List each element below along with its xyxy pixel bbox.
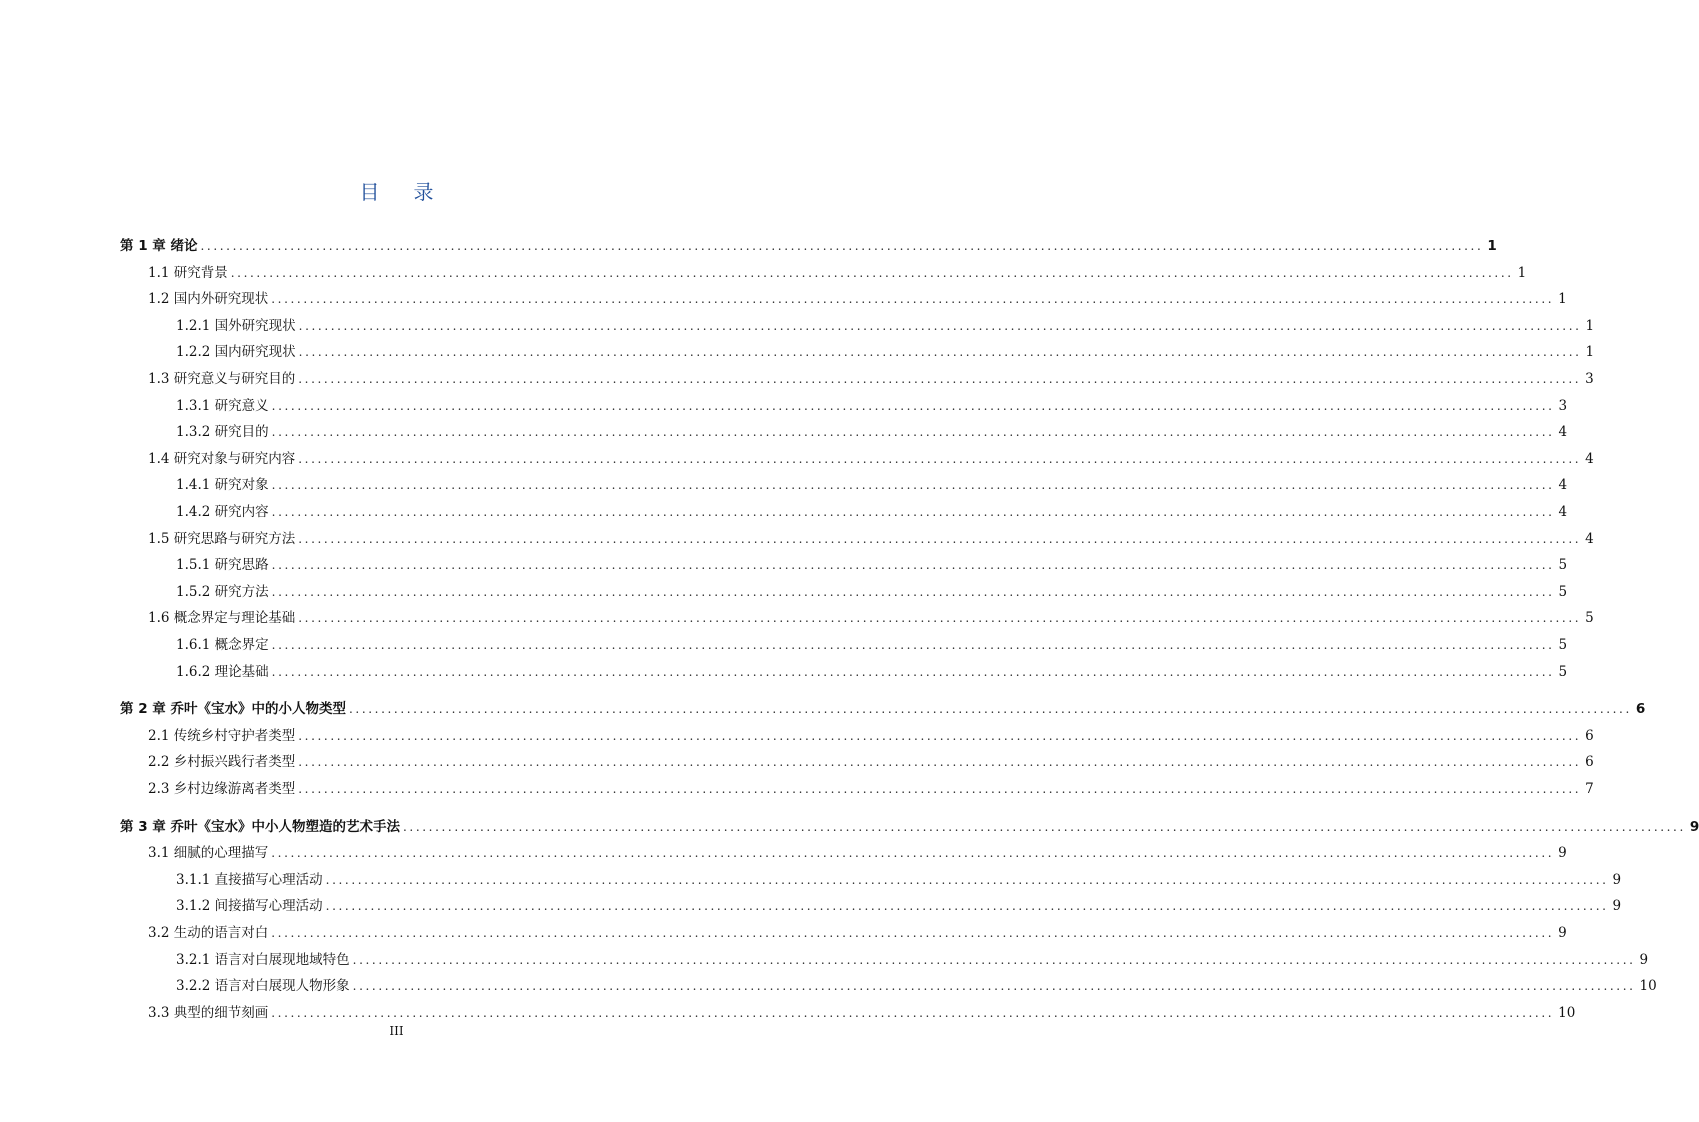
toc-entry-page: 5 bbox=[1558, 583, 1568, 600]
toc-entry-label: 3.2 生动的语言对白 bbox=[148, 925, 269, 941]
toc-leader-dots: ........................................................................................................................................................................................................ bbox=[298, 728, 1582, 743]
toc-entry-label: 1.3 研究意义与研究目的 bbox=[148, 371, 296, 387]
toc-entry-label: 2.3 乡村边缘游离者类型 bbox=[148, 781, 296, 797]
toc-leader-dots: ........................................................................................................................................................................................................ bbox=[271, 1005, 1555, 1020]
toc-entry-page: 3 bbox=[1558, 397, 1568, 414]
toc-entry[interactable] bbox=[148, 1003, 1576, 1023]
toc-entry[interactable] bbox=[148, 726, 1594, 746]
toc-leader-dots: ........................................................................................................................................................................................................ bbox=[298, 611, 1582, 626]
toc-entry-page: 1 bbox=[1585, 317, 1595, 334]
toc-leader-dots: ........................................................................................................................................................................................................ bbox=[271, 664, 1555, 679]
toc-entry[interactable] bbox=[120, 236, 1497, 256]
toc-entry-label: 3.2.2 语言对白展现人物形象 bbox=[176, 978, 350, 995]
toc-entry[interactable] bbox=[176, 342, 1595, 362]
toc-entry-page: 6 bbox=[1585, 754, 1594, 771]
page-number-footer: III bbox=[389, 1024, 404, 1038]
toc-leader-dots: ........................................................................................................................................................................................................ bbox=[271, 846, 1555, 861]
toc-entry[interactable] bbox=[148, 843, 1567, 863]
toc-entry[interactable] bbox=[148, 752, 1594, 772]
toc-entry[interactable] bbox=[120, 699, 1646, 719]
toc-entry-page: 9 bbox=[1612, 898, 1622, 915]
toc-entry[interactable] bbox=[148, 923, 1567, 943]
toc-entry-page: 9 bbox=[1639, 951, 1649, 968]
toc-entry[interactable] bbox=[176, 475, 1568, 495]
toc-entry-label: 3.3 典型的细节刻画 bbox=[148, 1004, 269, 1021]
toc-leader-dots: ........................................................................................................................................................................................................ bbox=[230, 265, 1514, 280]
toc-entry-label: 1.4.2 研究内容 bbox=[176, 504, 269, 520]
toc-entry-page: 10 bbox=[1639, 978, 1657, 995]
toc-entry-page: 10 bbox=[1558, 1004, 1576, 1021]
toc-entry[interactable] bbox=[176, 950, 1649, 970]
toc-entry[interactable] bbox=[176, 870, 1622, 890]
toc-leader-dots: ........................................................................................................................................................................................................ bbox=[298, 755, 1582, 770]
toc-leader-dots: ........................................................................................................................................................................................................ bbox=[298, 372, 1582, 386]
toc-leader-dots: ........................................................................................................................................................................................................ bbox=[298, 345, 1582, 360]
toc-entry-label: 3.1.1 直接描写心理活动 bbox=[176, 871, 323, 888]
toc-entry[interactable] bbox=[176, 635, 1568, 655]
toc-leader-dots: ........................................................................................................................................................................................................ bbox=[298, 782, 1582, 796]
toc-entry-page: 9 bbox=[1689, 818, 1699, 835]
toc-entry-page: 1 bbox=[1585, 344, 1595, 361]
toc-entry-label: 3.1.2 间接描写心理活动 bbox=[176, 898, 323, 915]
toc-entry-page: 4 bbox=[1558, 504, 1568, 520]
toc-leader-dots: ........................................................................................................................................................................................................ bbox=[325, 899, 1609, 914]
toc-entry[interactable] bbox=[176, 422, 1568, 442]
toc-entry[interactable] bbox=[176, 502, 1568, 522]
toc-entry-page: 1 bbox=[1517, 264, 1527, 281]
toc-entry-label: 1.2.2 国内研究现状 bbox=[176, 344, 296, 361]
toc-entry-page: 6 bbox=[1635, 701, 1646, 718]
toc-entry-page: 5 bbox=[1558, 557, 1568, 574]
toc-entry-label: 1.6.1 概念界定 bbox=[176, 637, 269, 653]
toc-leader-dots: ........................................................................................................................................................................................................ bbox=[298, 531, 1582, 546]
toc-entry[interactable] bbox=[148, 289, 1567, 309]
toc-entry-label: 1.1 研究背景 bbox=[148, 264, 228, 281]
toc-entry-page: 9 bbox=[1558, 925, 1567, 941]
toc-entry-label: 1.5.2 研究方法 bbox=[176, 583, 269, 600]
toc-entry-page: 5 bbox=[1558, 663, 1568, 680]
toc-entry-page: 1 bbox=[1487, 238, 1497, 254]
toc-entry-label: 第 2 章 乔叶《宝水》中的小人物类型 bbox=[120, 701, 346, 718]
toc-entry-page: 9 bbox=[1612, 871, 1622, 888]
toc-entry[interactable] bbox=[148, 608, 1594, 628]
toc-leader-dots: ........................................................................................................................................................................................................ bbox=[325, 872, 1609, 887]
toc-leader-dots: ........................................................................................................................................................................................................ bbox=[298, 451, 1582, 466]
toc-entry-page: 4 bbox=[1558, 424, 1568, 441]
toc-leader-dots: ........................................................................................................................................................................................................ bbox=[271, 926, 1555, 940]
toc-entry-page: 5 bbox=[1558, 637, 1568, 653]
toc-entry-label: 1.4 研究对象与研究内容 bbox=[148, 450, 296, 467]
toc-entry-label: 2.2 乡村振兴践行者类型 bbox=[148, 754, 296, 771]
toc-title: 目录 bbox=[359, 180, 468, 204]
toc-entry-page: 5 bbox=[1585, 610, 1594, 627]
toc-leader-dots: ........................................................................................................................................................................................................ bbox=[298, 318, 1582, 333]
toc-entry-label: 1.2.1 国外研究现状 bbox=[176, 317, 296, 334]
toc-entry[interactable] bbox=[176, 896, 1622, 916]
toc-entry[interactable] bbox=[176, 662, 1568, 682]
toc-entry-label: 1.4.1 研究对象 bbox=[176, 477, 269, 494]
toc-leader-dots: ........................................................................................................................................................................................................ bbox=[271, 505, 1555, 519]
toc-entry[interactable] bbox=[148, 263, 1527, 283]
toc-entry-label: 1.3.1 研究意义 bbox=[176, 397, 269, 414]
toc-leader-dots: ........................................................................................................................................................................................................ bbox=[271, 638, 1555, 652]
toc-entry-page: 1 bbox=[1558, 291, 1567, 308]
toc-entry-label: 1.2 国内外研究现状 bbox=[148, 291, 269, 308]
toc-entry-label: 1.5.1 研究思路 bbox=[176, 557, 269, 574]
toc-leader-dots: ........................................................................................................................................................................................................ bbox=[403, 819, 1686, 834]
toc-entry[interactable] bbox=[148, 449, 1594, 469]
toc-entry-label: 1.6.2 理论基础 bbox=[176, 663, 269, 680]
toc-entry-label: 第 3 章 乔叶《宝水》中小人物塑造的艺术手法 bbox=[120, 818, 400, 835]
toc-entry[interactable] bbox=[176, 976, 1657, 996]
toc-entry-label: 3.2.1 语言对白展现地域特色 bbox=[176, 951, 350, 968]
toc-entry-label: 第 1 章 绪论 bbox=[120, 238, 198, 254]
toc-entry[interactable] bbox=[176, 582, 1568, 602]
toc-entry-page: 4 bbox=[1585, 450, 1594, 467]
toc-leader-dots: ........................................................................................................................................................................................................ bbox=[271, 292, 1555, 307]
toc-entry[interactable] bbox=[120, 817, 1699, 837]
toc-entry-label: 3.1 细腻的心理描写 bbox=[148, 845, 269, 862]
toc-entry-page: 4 bbox=[1558, 477, 1568, 494]
toc-leader-dots: ........................................................................................................................................................................................................ bbox=[271, 478, 1555, 493]
toc-entry[interactable] bbox=[176, 396, 1568, 416]
toc-entry-label: 1.6 概念界定与理论基础 bbox=[148, 610, 296, 627]
toc-entry[interactable] bbox=[148, 779, 1594, 799]
toc-entry-page: 9 bbox=[1558, 845, 1567, 862]
toc-leader-dots: ........................................................................................................................................................................................................ bbox=[352, 979, 1636, 994]
toc-entry-label: 1.5 研究思路与研究方法 bbox=[148, 530, 296, 547]
toc-leader-dots: ........................................................................................................................................................................................................ bbox=[352, 952, 1636, 967]
toc-entry-label: 2.1 传统乡村守护者类型 bbox=[148, 727, 296, 744]
toc-entry[interactable] bbox=[148, 529, 1594, 549]
toc-leader-dots: ........................................................................................................................................................................................................ bbox=[271, 398, 1555, 413]
toc-entry-page: 4 bbox=[1585, 530, 1594, 547]
toc-entry[interactable] bbox=[176, 316, 1595, 336]
toc-leader-dots: ........................................................................................................................................................................................................ bbox=[349, 702, 1632, 717]
toc-leader-dots: ........................................................................................................................................................................................................ bbox=[200, 239, 1484, 253]
toc-leader-dots: ........................................................................................................................................................................................................ bbox=[271, 425, 1555, 440]
toc-entry[interactable] bbox=[148, 369, 1594, 389]
toc-entry-page: 6 bbox=[1585, 727, 1594, 744]
toc-leader-dots: ........................................................................................................................................................................................................ bbox=[271, 584, 1555, 599]
toc-leader-dots: ........................................................................................................................................................................................................ bbox=[271, 558, 1555, 573]
toc-entry[interactable] bbox=[176, 555, 1568, 575]
toc-entry-page: 7 bbox=[1585, 781, 1594, 797]
toc-entry-page: 3 bbox=[1585, 371, 1594, 387]
toc-entry-label: 1.3.2 研究目的 bbox=[176, 424, 269, 441]
